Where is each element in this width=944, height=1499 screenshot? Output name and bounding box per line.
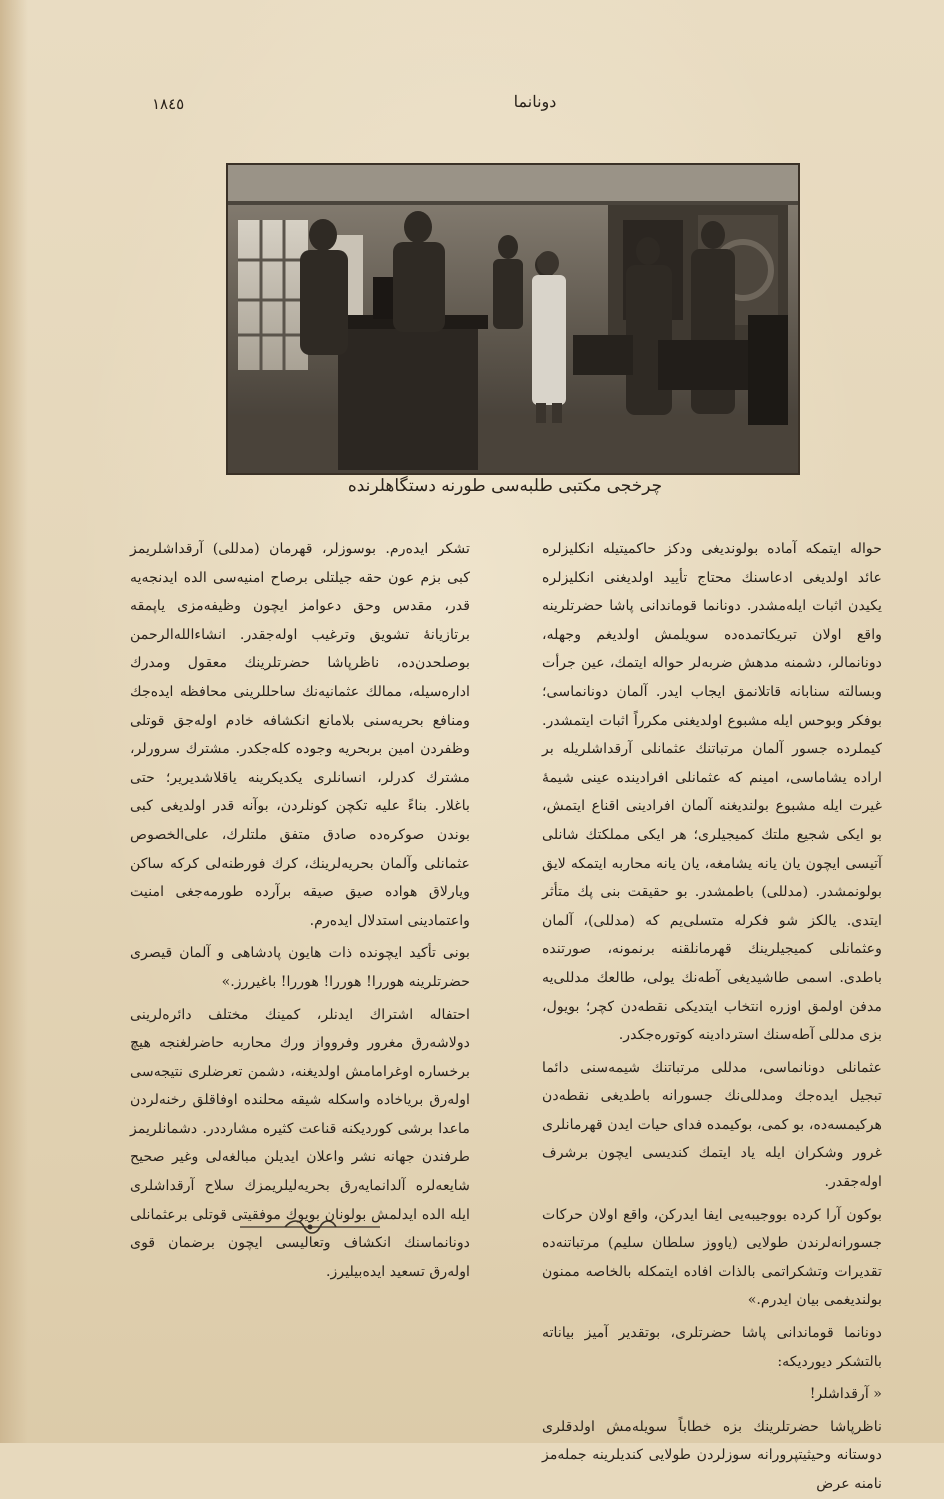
page-number: ١٨٤٥ <box>152 95 185 113</box>
page-edge-shadow <box>0 0 28 1443</box>
photo-caption: چرخجی مکتبی طلبه‌سی طورنه دستگاهلرنده <box>347 476 663 496</box>
running-head: دونانما <box>513 92 557 111</box>
paragraph: دونانما قوماندانی پاشا حضرتلری، بوتقدیر آمیز بیاناته بالتشکر دیوردیکه: <box>542 1325 882 1370</box>
text-column-left <box>130 535 470 1286</box>
paragraph: بوکون آرا کرده بووجیبه‌یی ایفا ایدرکن، واقع اولان حرکات جسورانه‌لرندن طولایی (یاووز سلطان سلیم) مرتباتنه‌ده تقدیرات وتشکراتمی بالذات افاده ایتمکله بالخاصه ممنون بولندیغمی بیان ایدرم.» <box>542 1206 882 1309</box>
paragraph: حواله ایتمکه آماده بولوندیغی ودکز حاکمیتیله انکلیزلره عائد اولدیغی ادعاسنك محتاج تأیید اولدیغنی انکلیزلره یکیدن اثبات ایله‌مشدر. دونانما قوماندانی پاشا حضرتلرینه واقع اولان تبریکاتمده‌ده سویلمش اولدیغم وجهله، دونانمالر، دشمنه مدهش ضربه‌لر حواله ایتمك، عین جرأت وبسالته سنابانه قاتلانمق ایجاب ایدر. آلمان دونانماسی؛ بوفکر وبوحس ایله مشبوع اولدیغنی مکرراً اثبات ایتمشدر. کیملرده جسور آلمان مرتباتنك عثمانلی آرقداشلریله بر اراده یشاماسی، امینم که عثمانلی افرادینده عینی شیمهٔ غیرت ایله مشبوع بولندیغنه آلمان افرادینی اقناع ایتمش، بو ایکی شجیع ملتك کمیجیلری؛ هر ایکی مملکتك شانلی آتیسی ایچون یان یانه یشامغه، یان یانه محاربه ایتمکه لایق بولونمشدر. (مدللی) باطمشدر. بو حقیقت بنی پك متأثر ایتدی. یالکز شو فکرله متسلی‌یم که (مدللی)، آلمان وعثمانلی کمیجیلرینك قهرمانلقنه برنمونه، صورتنده باطدی. اسمی طاشیدیغی آطه‌نك یولی، طالعك مدللی‌یه مدفن اولمق اوزره انتخاب ایتدیکی نقطه‌دن کچر؛ بویول، بزی مدللی آطه‌سنك استردادینه کوتوره‌جکدر. <box>542 541 882 1044</box>
paragraph: عثمانلی دونانماسی، مدللی مرتباتنك شیمه‌سنی دائما تبجیل ایده‌جك ومدللی‌نك جسورانه باطدیغی نقطه‌دن هرکیمسه‌ده، بو کمی، بوکیمده فدای حیات ایدن قهرمانلری غرور وشکران ایله یاد ایتمك کندیسی ایچون برشرف اوله‌جقدر. <box>542 1059 882 1191</box>
paragraph: « آرقداشلر! <box>809 1386 882 1403</box>
photograph <box>226 163 800 475</box>
divider-ornament-icon <box>240 1218 380 1236</box>
text-column-right <box>542 535 882 1499</box>
paragraph: ناظرپاشا حضرتلرینك بزه خطاباً سویله‌مش اولدقلری دوستانه وحیثیتپرورانه سوزلردن طولایی کندیلرینه جمله‌مز نامنه عرض <box>542 1418 882 1492</box>
paragraph: احتفاله اشتراك ایدنلر، کمینك مختلف دائره‌لرینی دولاشه‌رق مغرور وفروواز ورك محاربه حاضرلغنجه هیچ برخساره اوغرامامش اولدیغنه، دشمن تعرضلری نتیجه‌سی اوله‌رق بریاخاده واسکله شیقه محلنده اوفاقلق رخنه‌لردن ماعدا برشی کوردیکنه قناعت کثیره مشارددر. دشمانلریمز طرفندن جهانه نشر واعلان ایدیلن مبالغه‌لی وغیر صحیح شایعه‌لره آلدانمایه‌رق بحریه‌لیلریمزك سلاح آرقداشلری ایله الده ایدلمش بولونان بویوك موفقیتی قوتلی برعثمانلی دونانماسنك انکشاف وتعالیسی ایچون برضمان قوی اوله‌رق تسعید ایده‌بیلیرز. <box>130 1006 470 1280</box>
paragraph: تشکر ایده‌رم. بوسوزلر، قهرمان (مدللی) آرقداشلریمز کبی بزم عون حقه جیلتلی برصاح امنیه‌سی الده ایدنجه‌یه قدر، مقدس وحق دعوامز ایچون وظیفه‌مزی یاپمقه برتازیانهٔ تشویق وترغیب اوله‌جقدر. انشاءالله‌الرحمن بوصلحدن‌ده، ناظرپاشا حضرتلرینك معقول ومدرك اداره‌سیله، ممالك عثمانیه‌نك ساحللرینی محافظه ایده‌جك ومنافع بحریه‌سنی بلامانع انکشافه خادم اوله‌جق قوتلی وظفردن امین بربحریه وجوده کله‌جکدر. مشترك سرورلر، مشترك کدرلر، انسانلری یکدیکرینه یاقلاشدیریر؛ حتی باغلار. بناءً علیه تکچن کونلردن، بوآنه قدر اولدیغی کبی بوندن صوکره‌ده صادق متفق ملتلرك، علی‌الخصوص عثمانلی وآلمان بحریه‌لرینك، کرك فورطنه‌لی کرکه ساکن ویارلاق هواده صیق صیقه برآرده طورمه‌جغی امنیت واعتمادینی استدلال ایده‌رم. <box>130 541 470 929</box>
workshop-photo <box>228 165 798 473</box>
paragraph: بونی تأکید ایچونده ذات هایون پادشاهی و آلمان قیصری حضرتلرینه هوررا! هوررا! هوررا! باغیررز.» <box>130 945 470 990</box>
